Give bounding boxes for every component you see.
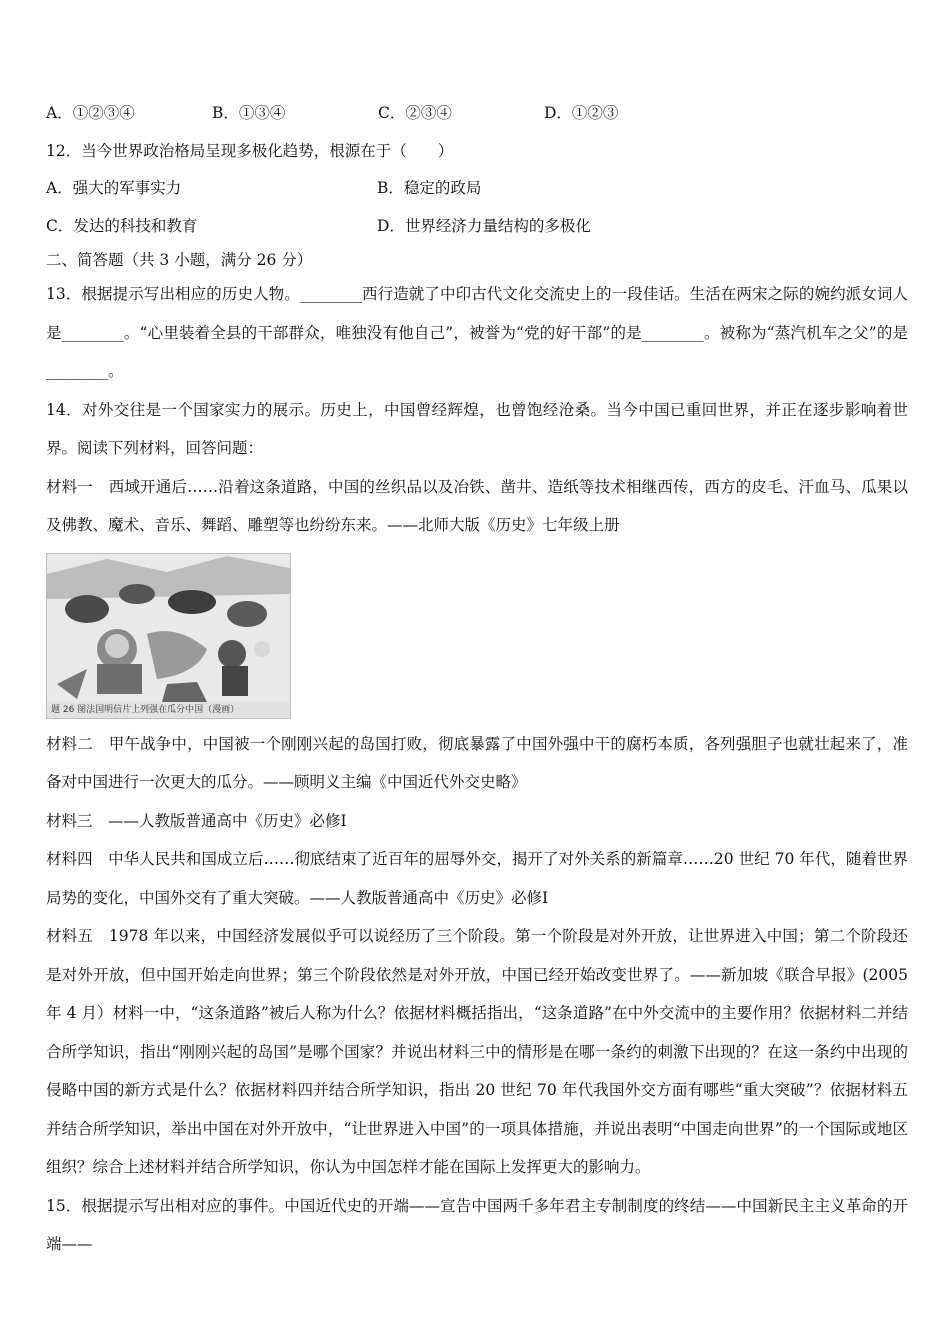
q12-stem: 12．当今世界政治格局呈现多极化趋势，根源在于（ ） (46, 141, 454, 160)
q14-material-2: 材料二 甲午战争中，中国被一个刚刚兴起的岛国打败，彻底暴露了中国外强中干的腐朽本质，各列强胆子也就壮起来了，准备对中国进行一次更大的瓜分。——顾明义主编《中国近代外交史略》 (46, 734, 908, 791)
q12-option-d: D．世界经济力量结构的多极化 (377, 216, 591, 235)
q14-intro: 14．对外交往是一个国家实力的展示。历史上，中国曾经辉煌，也曾饱经沧桑。当今中国已重回世界，并正在逐步影响着世界。阅读下列材料，回答问题： (46, 400, 908, 457)
q15-text: 15．根据提示写出相对应的事件。中国近代史的开端——宣告中国两千多年君主专制制度的终结——中国新民主主义革命的开端—— (46, 1196, 908, 1253)
cartoon-figure (46, 553, 291, 719)
q12-options-row2 (46, 208, 908, 246)
q11-options (46, 95, 908, 133)
q14-material-3: 材料三 ——人教版普通高中《历史》必修Ⅰ (46, 811, 347, 830)
q11-option-b: B．①③④ (212, 104, 286, 122)
q11-option-d: D．①②③ (544, 104, 619, 122)
q12-option-b: B．稳定的政局 (377, 179, 482, 197)
q11-option-c: C．②③④ (378, 104, 452, 122)
q14-material-5: 材料五 1978 年以来，中国经济发展似乎可以说经历了三个阶段。第一个阶段是对外开放，让世界进入中国；第二个阶段还是对外开放，但中国开始走向世界；第三个阶段依然是对外开放，中国已经开始改变世界了。——新加坡《联合早报》(2005 年 4 月）材料一中，“这条道路”被后人称为什么？依据材料概括指出，“这条道路”在中外交流中的主要作用？依据材料二并结合所学知识，指出“刚刚兴起的岛国”是哪个国家？并说出材料三中的情形是在哪一条约的刺激下出现的？在这一条约中出现的侵略中国的新方式是什么？依据材料四并结合所学知识，指出 20 世纪 70 年代我国外交方面有哪些“重大突破”？依据材料五并结合所学知识，举出中国在对外开放中，“让世界进入中国”的一项具体措施，并说出表明“中国走向世界”的一个国际或地区组织？综合上述材料并结合所学知识，你认为中国怎样才能在国际上发挥更大的影响力。 (46, 927, 908, 1176)
q12-option-c: C．发达的科技和教育 (46, 216, 198, 235)
q12-option-a: A．强大的军事实力 (46, 179, 182, 197)
exam-page (46, 95, 908, 1264)
figure-caption: 题 26 图法国明信片上列强在瓜分中国（漫画） (47, 702, 290, 718)
cartoon-image (47, 554, 290, 702)
q13-text: 13．根据提示写出相应的历史人物。________西行造就了中印古代文化交流史上的一段佳话。生活在两宋之际的婉约派女词人是________。“心里装着全县的干部群众，唯独没有他自己”，被誉为“党的好干部”的是________。被称为“蒸汽机车之父”的是________。 (46, 285, 908, 380)
q12-options-row1 (46, 170, 908, 208)
section-heading: 二、简答题（共 3 小题，满分 26 分） (46, 251, 313, 269)
q14-material-4: 材料四 中华人民共和国成立后……彻底结束了近百年的屈辱外交，揭开了对外关系的新篇章……20 世纪 70 年代，随着世界局势的变化，中国外交有了重大突破。——人教版普通高中《历史》必修Ⅰ (46, 850, 908, 907)
q14-material-1: 材料一 西域开通后……沿着这条道路，中国的丝织品以及冶铁、凿井、造纸等技术相继西传，西方的皮毛、汗血马、瓜果以及佛教、魔术、音乐、舞蹈、雕塑等也纷纷东来。——北师大版《历史》七年级上册 (46, 477, 908, 534)
q11-option-a: A．①②③④ (46, 104, 135, 122)
